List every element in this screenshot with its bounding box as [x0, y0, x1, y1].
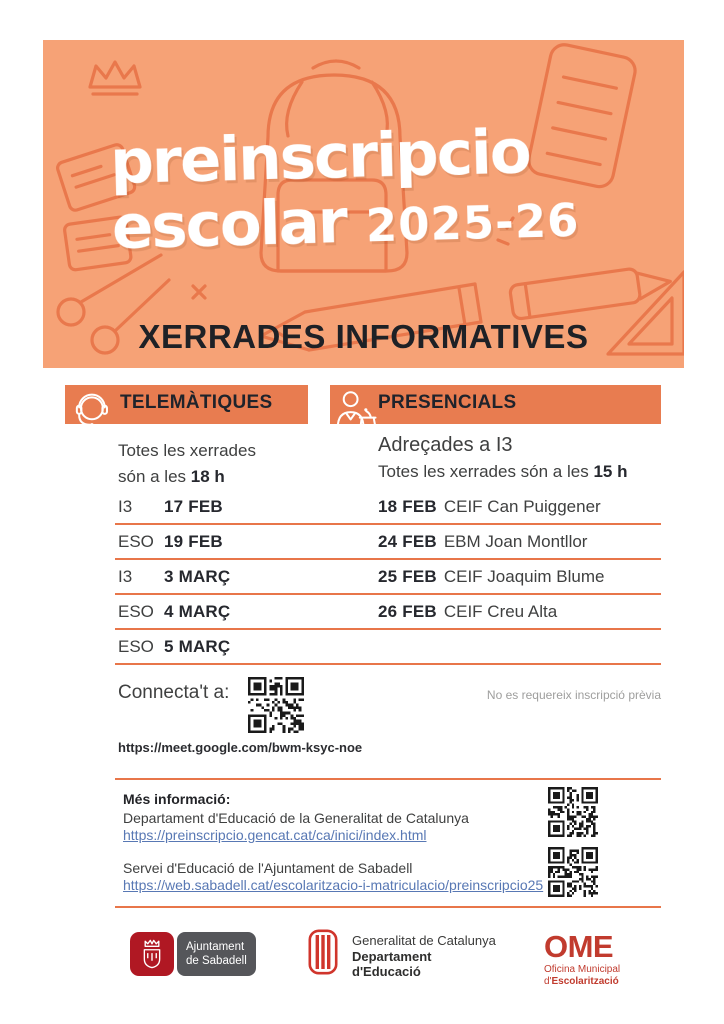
venue-cell: CEIF Can Puiggener	[443, 496, 601, 516]
more-info-title: Més informació:	[123, 791, 231, 807]
telematiques-header-label: TELEMÀTIQUES	[120, 392, 273, 413]
venue-cell: CEIF Creu Alta	[443, 601, 558, 621]
presencial-date-cell: 25 FEB	[378, 566, 437, 586]
presencials-intro	[378, 432, 627, 485]
presencials-time: 15 h	[593, 462, 628, 481]
level-cell: ESO	[118, 601, 154, 621]
ajuntament-sabadell-logo	[130, 932, 256, 976]
separator-line	[115, 906, 661, 908]
table-row	[115, 595, 661, 630]
telematic-date-cell: 17 FEB	[164, 496, 223, 516]
poster-title	[109, 116, 581, 264]
ome-logo-text: Oficina Municipal d'Escolarització	[544, 964, 621, 987]
banner	[43, 40, 684, 368]
generalitat-logo-text: Generalitat de Catalunya Departament d'Educació	[352, 933, 496, 979]
senyera-icon	[308, 929, 338, 975]
ome-acronym: OME	[544, 929, 614, 964]
meet-link[interactable]: https://meet.google.com/bwm-ksyc-noe	[118, 740, 363, 755]
telematic-date-cell: 3 MARÇ	[164, 566, 231, 586]
title-line-2: escolar	[111, 185, 347, 264]
poster-subtitle: XERRADES INFORMATIVES	[138, 318, 589, 355]
more-info-entry-name: Departament d'Educació de la Generalitat de Catalunya	[123, 810, 469, 826]
headset-icon	[70, 388, 112, 436]
telematic-date-cell: 5 MARÇ	[164, 636, 231, 656]
telematiques-time: 18 h	[190, 467, 225, 486]
separator-line	[115, 778, 661, 780]
level-cell: ESO	[118, 531, 154, 551]
level-cell: I3	[118, 566, 133, 586]
telematiques-intro-line1: Totes les xerrades	[118, 441, 256, 460]
sabadell-qr-code	[548, 847, 598, 897]
schedule-table	[115, 490, 661, 665]
telematiques-header-bar	[65, 385, 308, 424]
more-info-entry-name: Servei d'Educació de l'Ajuntament de Sabadell	[123, 860, 413, 876]
presencial-date-cell: 18 FEB	[378, 496, 437, 516]
sabadell-link[interactable]: https://web.sabadell.cat/escolaritzacio-i-matriculacio/preinscripcio25	[123, 877, 544, 893]
ome-logo	[544, 929, 621, 988]
generalitat-logo	[308, 929, 496, 980]
table-row	[115, 490, 661, 525]
presencials-header-label: PRESENCIALS	[378, 392, 517, 413]
title-line-1: preinscripcio	[109, 116, 531, 199]
telematic-date-cell: 4 MARÇ	[164, 601, 231, 621]
gencat-qr-code	[548, 787, 598, 837]
table-row	[115, 525, 661, 560]
presencials-intro-line1: Adreçades a I3	[378, 434, 513, 456]
no-registration-note: No es requereix inscripció prèvia	[486, 688, 661, 702]
presencial-date-cell: 26 FEB	[378, 601, 437, 621]
venue-cell: CEIF Joaquim Blume	[443, 566, 605, 586]
telematic-date-cell: 19 FEB	[164, 531, 223, 551]
sabadell-logo-text: Ajuntament de Sabadell	[177, 932, 256, 976]
speaker-at-lectern-icon	[335, 388, 381, 438]
venue-cell: EBM Joan Montllor	[443, 531, 588, 551]
telematiques-intro-line2: són a les 18 h	[118, 467, 225, 486]
table-row	[115, 560, 661, 595]
level-cell: I3	[118, 496, 133, 516]
telematiques-intro	[118, 438, 256, 490]
connect-label: Connecta't a:	[118, 682, 230, 703]
presencial-date-cell: 24 FEB	[378, 531, 437, 551]
presencials-intro-line2: Totes les xerrades són a les 15 h	[378, 462, 628, 481]
meet-qr-code	[248, 677, 304, 733]
level-cell: ESO	[118, 636, 154, 656]
gencat-link[interactable]: https://preinscripcio.gencat.cat/ca/inici/index.html	[123, 827, 427, 843]
sabadell-shield-icon	[130, 932, 174, 976]
presencials-header-bar	[330, 385, 661, 424]
table-row	[115, 630, 661, 665]
title-school-year: 2025-26	[365, 193, 581, 253]
